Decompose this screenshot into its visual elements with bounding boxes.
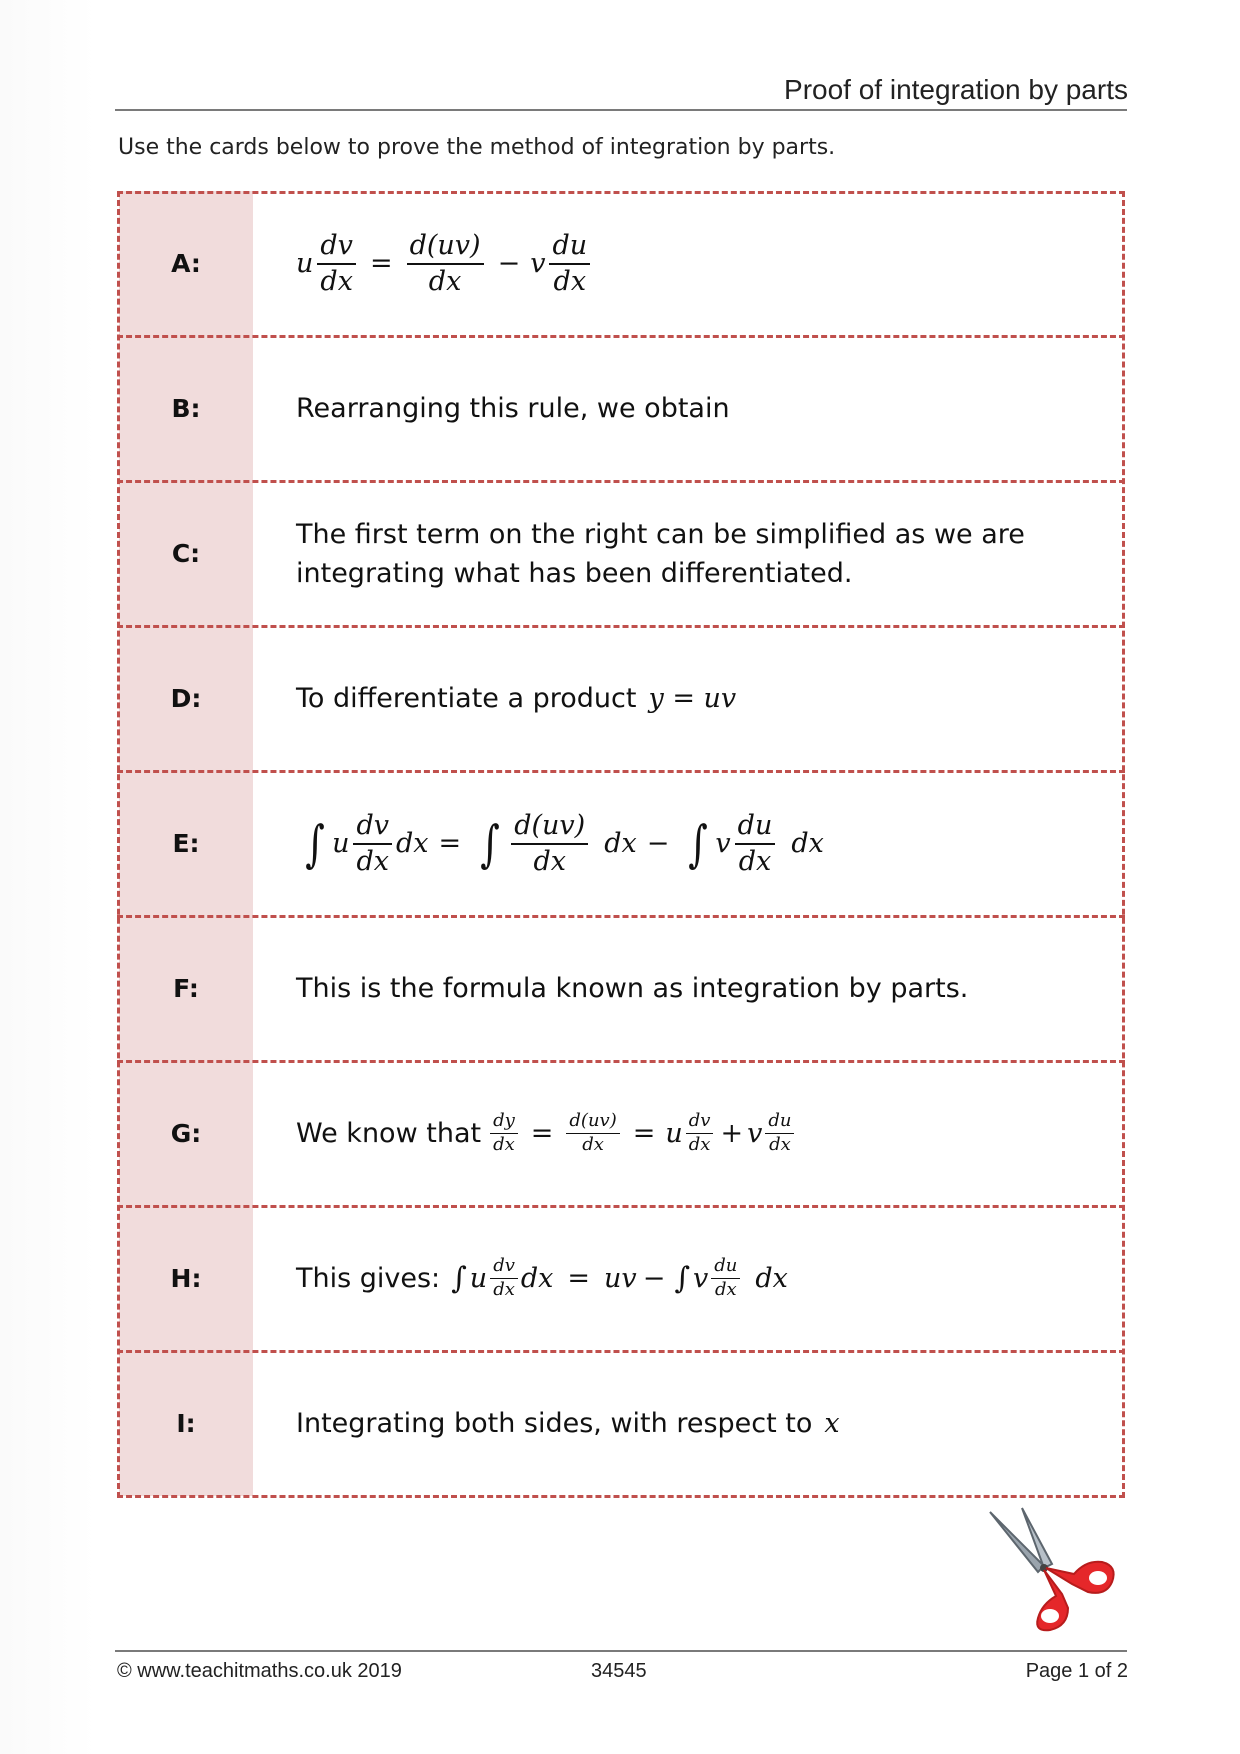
variable-x: x — [824, 1408, 840, 1439]
card-content — [296, 1206, 1105, 1351]
card-text: This gives: — [296, 1263, 441, 1294]
card-content — [296, 916, 1105, 1061]
cut-line — [117, 480, 1125, 483]
instructions-text: Use the cards below to prove the method of integration by parts. — [118, 135, 836, 160]
title-divider — [115, 109, 1127, 111]
cut-line — [117, 770, 1125, 773]
card-content — [296, 336, 1105, 481]
card-content — [296, 1061, 1105, 1206]
cut-line — [117, 1205, 1125, 1208]
card-letter: C: — [171, 539, 201, 568]
footer-divider — [115, 1650, 1127, 1652]
cut-line — [1122, 191, 1125, 1498]
card-letter: I: — [176, 1409, 196, 1438]
page-title: Proof of integration by parts — [784, 74, 1128, 105]
scissors-icon — [982, 1500, 1122, 1635]
footer-resource-code: 34545 — [591, 1660, 647, 1682]
cut-line — [117, 1350, 1125, 1353]
card-letter: G: — [170, 1119, 202, 1148]
card-text: This is the formula known as integration by parts. — [296, 973, 969, 1004]
cut-line — [117, 1060, 1125, 1063]
integration-by-parts-formula: ∫ u $\frac{dv}{dx}$ dx = uv − ∫ v $\frac{du}{dx}$ dx — [451, 1255, 788, 1300]
cut-line — [117, 1495, 1125, 1498]
card-text: Rearranging this rule, we obtain — [296, 393, 730, 424]
card-text: The first term on the right can be simplified as we are integrating what has been differentiated. — [296, 518, 1025, 589]
card-b[interactable] — [117, 336, 1125, 481]
product-expression: y = uv — [648, 683, 737, 714]
card-letter: B: — [171, 394, 201, 423]
card-d[interactable] — [117, 626, 1125, 771]
card-letter: E: — [172, 829, 200, 858]
card-text: Integrating both sides, with respect to — [296, 1408, 813, 1439]
card-content — [296, 191, 1105, 336]
cut-line — [117, 191, 120, 1498]
card-f[interactable] — [117, 916, 1125, 1061]
product-rule-equation: u $\frac{dv}{dx}$ = $\frac{d(uv)}{dx}$ − v $\frac{du}{dx}$ — [296, 230, 594, 296]
card-a[interactable] — [117, 191, 1125, 336]
card-content — [296, 771, 1105, 916]
footer-page-number: Page 1 of 2 — [1025, 1660, 1128, 1682]
card-grid — [117, 191, 1125, 1498]
page-margin — [0, 0, 96, 1754]
card-letter: H: — [170, 1264, 202, 1293]
footer-copyright[interactable]: © www.teachitmaths.co.uk 2019 — [117, 1660, 402, 1682]
card-letter: D: — [170, 684, 202, 713]
card-content — [296, 481, 1105, 626]
cut-line — [117, 191, 1125, 194]
card-text: We know that — [296, 1118, 482, 1149]
card-content — [296, 626, 1105, 771]
cut-line — [117, 625, 1125, 628]
card-e[interactable] — [117, 771, 1125, 916]
product-rule-equation: $\frac{dy}{dx}$ = $\frac{d(uv)}{dx}$ = u $\frac{dv}{dx}$ + v $\frac{du}{dx}$ — [487, 1111, 797, 1155]
cut-line — [117, 335, 1125, 338]
cut-line — [117, 915, 1125, 918]
card-letter: F: — [173, 974, 199, 1003]
card-i[interactable] — [117, 1351, 1125, 1496]
card-letter: A: — [171, 249, 201, 278]
card-text: To differentiate a product — [296, 683, 637, 714]
card-content — [296, 1351, 1105, 1496]
card-c[interactable] — [117, 481, 1125, 626]
integrated-equation: ∫ u $\frac{dv}{dx}$ dx = ∫ $\frac{d(uv)}{dx}$ dx − ∫ v $\frac{du}{dx}$ dx — [305, 810, 824, 877]
card-h[interactable] — [117, 1206, 1125, 1351]
card-g[interactable] — [117, 1061, 1125, 1206]
